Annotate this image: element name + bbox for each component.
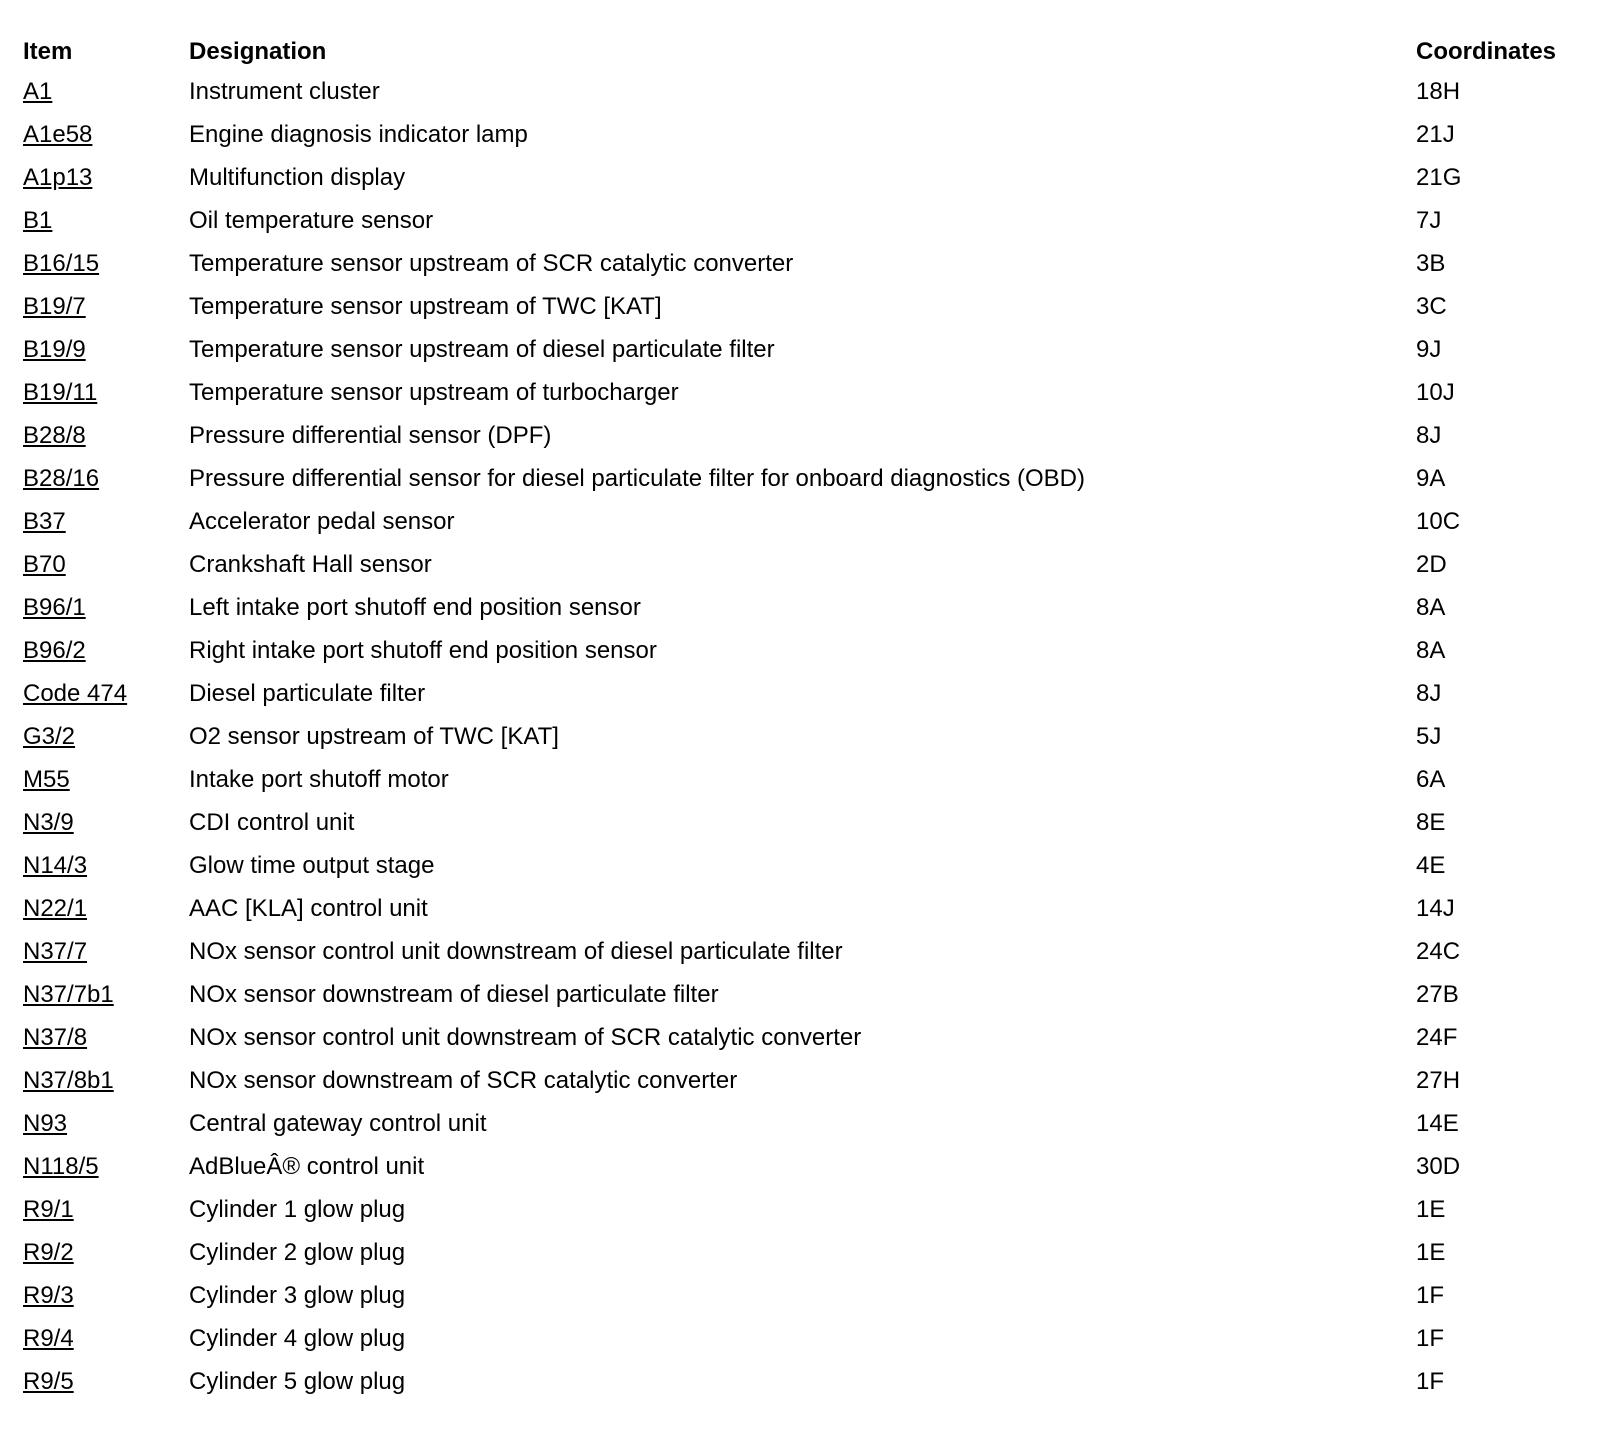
designation-cell: Temperature sensor upstream of TWC [KAT] (189, 292, 662, 320)
table-row (23, 1274, 1586, 1317)
table-row (23, 586, 1586, 629)
table-row (23, 715, 1586, 758)
item-link[interactable]: N118/5 (23, 1152, 99, 1180)
item-link[interactable]: M55 (23, 765, 70, 793)
designation-cell: Cylinder 2 glow plug (189, 1238, 406, 1266)
coordinates-cell: 3C (1416, 292, 1447, 320)
item-link[interactable]: B19/7 (23, 292, 86, 320)
item-link[interactable]: B70 (23, 550, 66, 578)
item-cell (23, 629, 189, 672)
item-link[interactable]: N14/3 (23, 851, 88, 879)
item-cell (23, 1059, 189, 1102)
designation-cell: Temperature sensor upstream of diesel particulate filter (189, 335, 775, 363)
coordinates-cell: 1F (1416, 1367, 1445, 1395)
designation-cell: NOx sensor downstream of diesel particulate filter (189, 980, 719, 1008)
table-row (23, 930, 1586, 973)
item-link[interactable]: N37/8 (23, 1023, 88, 1051)
designation-cell: Cylinder 5 glow plug (189, 1367, 406, 1395)
item-cell (23, 156, 189, 199)
table-header-row (23, 33, 1586, 70)
table-row (23, 242, 1586, 285)
item-link[interactable]: R9/1 (23, 1195, 74, 1223)
coordinates-cell: 27H (1416, 1066, 1461, 1094)
item-cell (23, 973, 189, 1016)
designation-cell: NOx sensor control unit downstream of diesel particulate filter (189, 937, 843, 965)
table-row (23, 1317, 1586, 1360)
designation-cell: Central gateway control unit (189, 1109, 487, 1137)
item-link[interactable]: B16/15 (23, 249, 100, 277)
table-row (23, 844, 1586, 887)
table-row (23, 328, 1586, 371)
table-row (23, 457, 1586, 500)
table-row (23, 1016, 1586, 1059)
coordinates-cell: 8A (1416, 593, 1446, 621)
coordinates-cell: 1F (1416, 1324, 1445, 1352)
table-row (23, 1360, 1586, 1403)
designation-cell: Accelerator pedal sensor (189, 507, 455, 535)
item-link[interactable]: N93 (23, 1109, 68, 1137)
component-legend-table (23, 33, 1586, 1403)
item-cell (23, 1360, 189, 1403)
designation-cell: O2 sensor upstream of TWC [KAT] (189, 722, 559, 750)
coordinates-cell: 4E (1416, 851, 1446, 879)
coordinates-cell: 24C (1416, 937, 1461, 965)
designation-cell: Pressure differential sensor for diesel particulate filter for onboard diagnostics (OBD) (189, 464, 1085, 492)
item-link[interactable]: R9/4 (23, 1324, 74, 1352)
item-cell (23, 801, 189, 844)
coordinates-cell: 8A (1416, 636, 1446, 664)
table-row (23, 629, 1586, 672)
item-cell (23, 371, 189, 414)
designation-cell: Diesel particulate filter (189, 679, 426, 707)
item-cell (23, 1317, 189, 1360)
item-cell (23, 1274, 189, 1317)
item-cell (23, 1145, 189, 1188)
item-cell (23, 285, 189, 328)
table-row (23, 70, 1586, 113)
designation-cell: Multifunction display (189, 163, 406, 191)
item-link[interactable]: B1 (23, 206, 53, 234)
table-row (23, 1188, 1586, 1231)
item-cell (23, 242, 189, 285)
designation-cell: CDI control unit (189, 808, 355, 836)
item-cell (23, 113, 189, 156)
table-row (23, 672, 1586, 715)
coordinates-cell: 10C (1416, 507, 1461, 535)
column-header-coordinates: Coordinates (1416, 37, 1557, 65)
designation-cell: AAC [KLA] control unit (189, 894, 428, 922)
item-link[interactable]: B19/11 (23, 378, 98, 406)
table-row (23, 113, 1586, 156)
item-cell (23, 1102, 189, 1145)
coordinates-cell: 5J (1416, 722, 1442, 750)
item-cell (23, 543, 189, 586)
item-link[interactable]: B37 (23, 507, 66, 535)
item-link[interactable]: B19/9 (23, 335, 86, 363)
coordinates-cell: 10J (1416, 378, 1455, 406)
table-row (23, 371, 1586, 414)
item-cell (23, 1188, 189, 1231)
coordinates-cell: 18H (1416, 77, 1461, 105)
column-header-designation: Designation (189, 37, 327, 65)
coordinates-cell: 24F (1416, 1023, 1458, 1051)
designation-cell: Cylinder 3 glow plug (189, 1281, 406, 1309)
item-link[interactable]: A1p13 (23, 163, 93, 191)
designation-cell: Crankshaft Hall sensor (189, 550, 432, 578)
item-cell (23, 500, 189, 543)
table-row (23, 414, 1586, 457)
item-cell (23, 199, 189, 242)
coordinates-cell: 9A (1416, 464, 1446, 492)
item-link[interactable]: A1e58 (23, 120, 93, 148)
item-link[interactable]: N3/9 (23, 808, 74, 836)
item-link[interactable]: B28/16 (23, 464, 100, 492)
coordinates-cell: 21J (1416, 120, 1455, 148)
table-row (23, 500, 1586, 543)
coordinates-cell: 6A (1416, 765, 1446, 793)
coordinates-cell: 14E (1416, 1109, 1459, 1137)
table-row (23, 156, 1586, 199)
designation-cell: Cylinder 1 glow plug (189, 1195, 406, 1223)
item-link[interactable]: N37/7 (23, 937, 88, 965)
coordinates-cell: 21G (1416, 163, 1462, 191)
item-cell (23, 1016, 189, 1059)
designation-cell: Right intake port shutoff end position sensor (189, 636, 657, 664)
item-cell (23, 586, 189, 629)
column-header-item: Item (23, 37, 73, 65)
item-cell (23, 887, 189, 930)
table-row (23, 1059, 1586, 1102)
coordinates-cell: 8J (1416, 679, 1442, 707)
table-row (23, 1102, 1586, 1145)
coordinates-cell: 8E (1416, 808, 1446, 836)
item-cell (23, 758, 189, 801)
item-cell (23, 457, 189, 500)
item-cell (23, 672, 189, 715)
table-row (23, 758, 1586, 801)
table-row (23, 1231, 1586, 1274)
table-row (23, 801, 1586, 844)
item-cell (23, 414, 189, 457)
designation-cell: Engine diagnosis indicator lamp (189, 120, 528, 148)
coordinates-cell: 14J (1416, 894, 1455, 922)
item-link[interactable]: R9/3 (23, 1281, 74, 1309)
designation-cell: AdBlueÂ® control unit (189, 1152, 425, 1180)
item-cell (23, 1231, 189, 1274)
item-link[interactable]: N37/7b1 (23, 980, 114, 1008)
item-cell (23, 328, 189, 371)
table-row (23, 1145, 1586, 1188)
item-link[interactable]: G3/2 (23, 722, 76, 750)
designation-cell: Temperature sensor upstream of turbocharger (189, 378, 679, 406)
designation-cell: Glow time output stage (189, 851, 435, 879)
designation-cell: Temperature sensor upstream of SCR catalytic converter (189, 249, 794, 277)
table-row (23, 543, 1586, 586)
item-cell (23, 844, 189, 887)
item-link[interactable]: N22/1 (23, 894, 88, 922)
coordinates-cell: 30D (1416, 1152, 1461, 1180)
table-row (23, 973, 1586, 1016)
designation-cell: Cylinder 4 glow plug (189, 1324, 406, 1352)
table-row (23, 887, 1586, 930)
designation-cell: Oil temperature sensor (189, 206, 434, 234)
designation-cell: NOx sensor control unit downstream of SCR catalytic converter (189, 1023, 862, 1051)
item-link[interactable]: Code 474 (23, 679, 128, 707)
item-link[interactable]: B96/1 (23, 593, 86, 621)
item-cell (23, 715, 189, 758)
coordinates-cell: 1E (1416, 1238, 1446, 1266)
designation-cell: Left intake port shutoff end position sensor (189, 593, 641, 621)
designation-cell: Intake port shutoff motor (189, 765, 449, 793)
item-link[interactable]: R9/5 (23, 1367, 74, 1395)
coordinates-cell: 9J (1416, 335, 1442, 363)
coordinates-cell: 27B (1416, 980, 1459, 1008)
item-link[interactable]: R9/2 (23, 1238, 74, 1266)
coordinates-cell: 2D (1416, 550, 1447, 578)
coordinates-cell: 1F (1416, 1281, 1445, 1309)
designation-cell: Instrument cluster (189, 77, 380, 105)
coordinates-cell: 3B (1416, 249, 1446, 277)
item-link[interactable]: B28/8 (23, 421, 86, 449)
item-cell (23, 930, 189, 973)
item-cell (23, 70, 189, 113)
coordinates-cell: 8J (1416, 421, 1442, 449)
designation-cell: NOx sensor downstream of SCR catalytic converter (189, 1066, 738, 1094)
item-link[interactable]: N37/8b1 (23, 1066, 114, 1094)
coordinates-cell: 7J (1416, 206, 1442, 234)
item-link[interactable]: B96/2 (23, 636, 86, 664)
item-link[interactable]: A1 (23, 77, 53, 105)
coordinates-cell: 1E (1416, 1195, 1446, 1223)
table-row (23, 285, 1586, 328)
table-row (23, 199, 1586, 242)
table-body (23, 70, 1586, 1403)
designation-cell: Pressure differential sensor (DPF) (189, 421, 552, 449)
